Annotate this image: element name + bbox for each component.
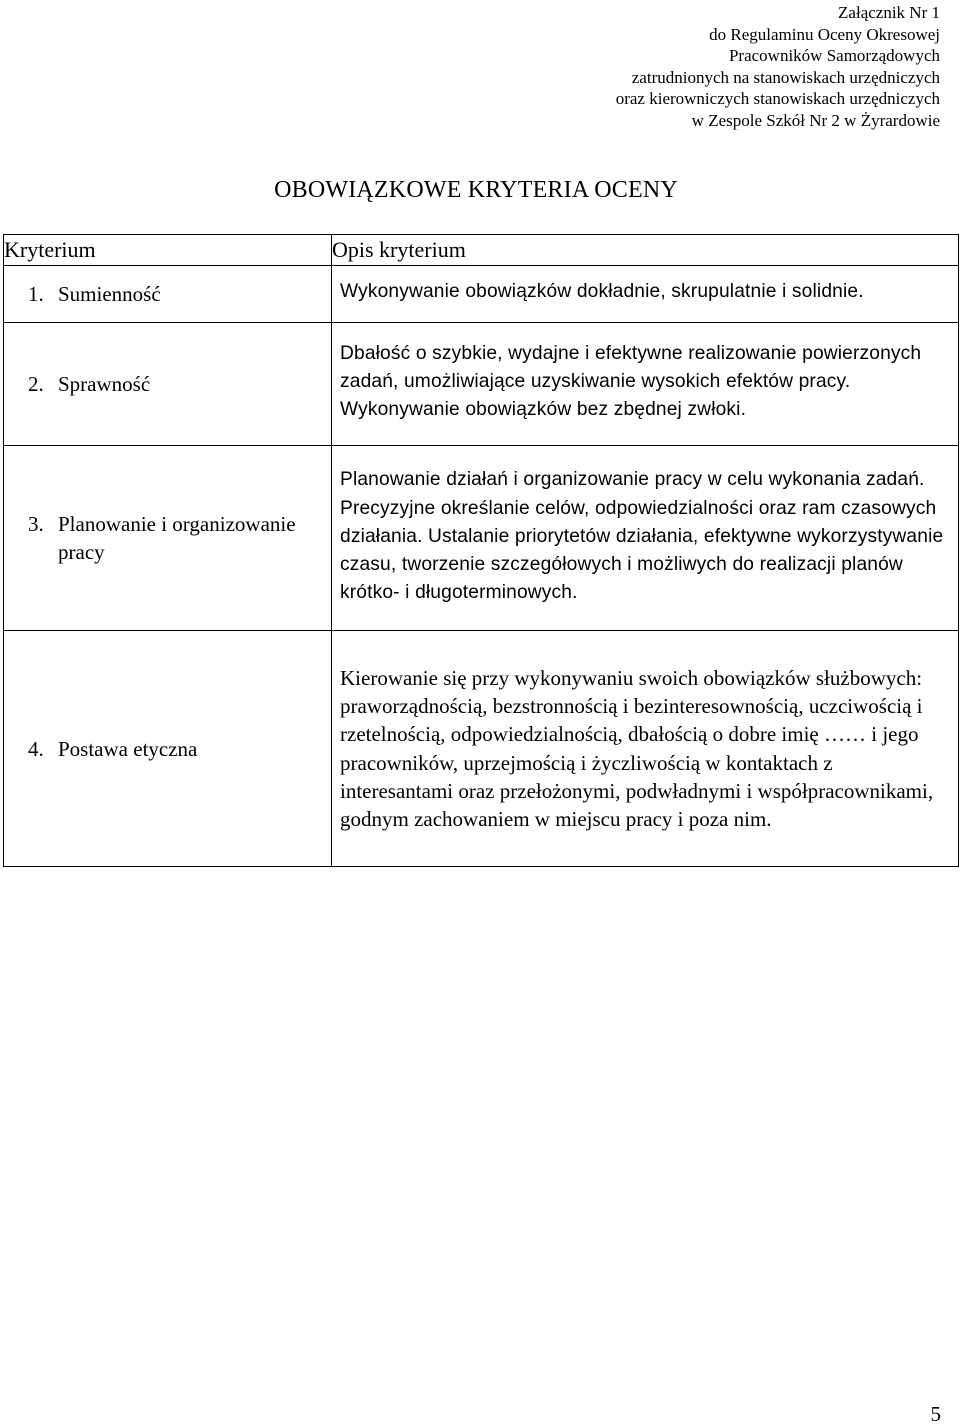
table-row xyxy=(4,631,959,867)
criterion-cell xyxy=(4,323,332,446)
description-cell xyxy=(332,631,959,867)
annex-line: oraz kierowniczych stanowiskach urzędniczych xyxy=(615,89,940,108)
criterion-description: Kierowanie się przy wykonywaniu swoich obowiązków służbowych: praworządnością, bezstronnością i bezinteresownością, uczciwością i rzetelnością, odpowiedzialnością, dbałością o dobre imię …… i jego pracowników, uprzejmością i życzliwością w kontaktach z interesantami oraz przełożonymi, podwładnymi i współpracownikami, godnym zachowaniem w miejscu pracy i poza nim. xyxy=(340,665,934,832)
criterion-number: 3. xyxy=(28,512,44,536)
annex-line: Pracowników Samorządowych xyxy=(728,46,940,65)
criterion-cell xyxy=(4,631,332,867)
description-cell xyxy=(332,323,959,446)
criterion-name: Sumienność xyxy=(58,282,161,306)
annex-header xyxy=(420,2,940,131)
table-row xyxy=(4,446,959,631)
criterion-cell xyxy=(4,446,332,631)
criterion-number: 4. xyxy=(28,736,44,761)
page-number: 5 xyxy=(930,1402,941,1426)
table-row xyxy=(4,266,959,323)
criterion-name: Sprawność xyxy=(58,372,151,396)
description-cell xyxy=(332,446,959,631)
criterion-name: Planowanie i organizowanie pracy xyxy=(58,512,296,564)
criterion-description: Planowanie działań i organizowanie pracy w celu wykonania zadań. Precyzyjne określanie celów, odpowiedzialności oraz ram czasowych działania. Ustalanie priorytetów działania, efektywne wykorzystywanie czasu, tworzenie szczegółowych i możliwych do realizacji planów krótko- i długoterminowych. xyxy=(340,469,944,604)
criterion-description: Wykonywanie obowiązków dokładnie, skrupulatnie i solidnie. xyxy=(340,280,864,302)
header-criterion: Kryterium xyxy=(4,235,332,266)
annex-line: do Regulaminu Oceny Okresowej xyxy=(709,24,940,44)
criterion-number: 1. xyxy=(28,282,44,306)
page-title: OBOWIĄZKOWE KRYTERIA OCENY xyxy=(274,177,678,203)
header-description: Opis kryterium xyxy=(332,235,959,266)
criterion-name: Postawa etyczna xyxy=(58,736,198,761)
annex-line: zatrudnionych na stanowiskach urzędniczych xyxy=(631,67,940,87)
table-row xyxy=(4,323,959,446)
annex-line: w Zespole Szkół Nr 2 w Żyrardowie xyxy=(691,110,940,130)
table-header-row xyxy=(4,235,959,266)
criteria-table xyxy=(3,234,959,867)
description-cell xyxy=(332,266,959,323)
criterion-number: 2. xyxy=(28,372,44,396)
annex-line: Załącznik Nr 1 xyxy=(838,3,940,22)
criterion-description: Dbałość o szybkie, wydajne i efektywne realizowanie powierzonych zadań, umożliwiające uzyskiwanie wysokich efektów pracy. Wykonywanie obowiązków bez zbędnej zwłoki. xyxy=(340,342,922,421)
criterion-cell xyxy=(4,266,332,323)
